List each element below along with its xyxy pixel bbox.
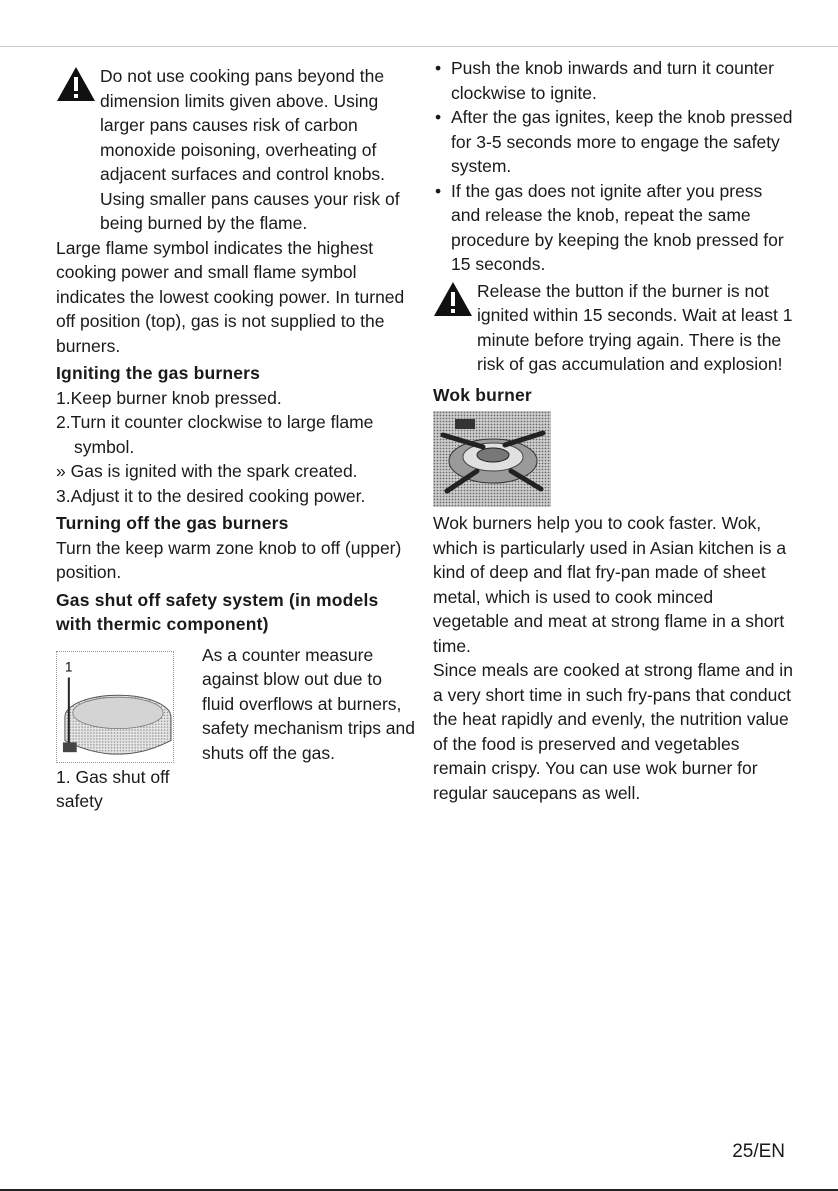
warning-triangle-icon [433,281,473,317]
turning-off-heading: Turning off the gas burners [56,513,289,533]
igniting-heading: Igniting the gas burners [56,363,261,383]
image-marker-1: 1 [64,659,73,675]
gas-shut-off-safety-image [56,651,174,763]
safety-system-heading: Gas shut off safety system (in models with thermic component) [56,589,379,634]
warning-release-block [433,279,793,377]
page-number: 25/EN [732,1141,785,1162]
warning-pans-text: Do not use cooking pans beyond the dimension limits given above. Using larger pans causes risk of carbon monoxide poisoning, overheating of adjacent surfaces and control knobs. Using smaller pans causes your risk of being burned by the flame. [100,66,400,233]
igniting-step-1: 1.Keep burner knob pressed. [56,387,282,408]
turning-off-text: Turn the keep warm zone knob to off (upper) position. [56,537,402,582]
igniting-step-3: 3.Adjust it to the desired cooking power. [56,485,366,506]
warning-pans-block [56,64,416,236]
wok-text-2: Since meals are cooked at strong flame and in a very short time in such fry-pans that conduct the heat rapidly and evenly, the nutrition value of the food is preserved and vegetables remain crispy. You can use wok burner for regular saucepans as well. [433,660,793,803]
bullet-push-knob: • Push the knob inwards and turn it counter clockwise to ignite. [433,56,793,105]
wok-text-1: Wok burners help you to cook faster. Wok, which is particularly used in Asian kitchen is a kind of deep and flat fry-pan made of sheet metal, which is used to cook minced vegetable and meat at strong flame in a short time. [433,513,787,656]
wok-heading: Wok burner [433,384,532,405]
safety-text: As a counter measure against blow out due to fluid overflows at burners, safety mechanism trips and shuts off the gas. [202,644,416,763]
bullet-not-ignite: • If the gas does not ignite after you press and release the knob, repeat the same procedure by keeping the knob pressed for 15 seconds. [433,179,793,277]
flame-symbol-text: Large flame symbol indicates the highest cooking power and small flame symbol indicates the lowest cooking power. In turned off position (top), gas is not supplied to the burners. [56,237,405,356]
safety-caption: 1. Gas shut off safety [56,766,170,811]
igniting-result: » Gas is ignited with the spark created. [56,461,358,481]
bullet-after-ignite: • After the gas ignites, keep the knob pressed for 3-5 seconds more to engage the safety system. [433,105,793,179]
warning-triangle-icon [56,66,96,102]
safety-system-block [56,643,416,833]
left-column [56,64,416,833]
wok-burner-image [433,411,551,507]
igniting-step-2: 2.Turn it counter clockwise to large flame symbol. [56,412,374,457]
warning-release-text: Release the button if the burner is not ignited within 15 seconds. Wait at least 1 minute before trying again. There is the risk of gas accumulation and explosion! [477,280,793,374]
right-column [433,56,793,805]
top-rule [0,46,838,47]
